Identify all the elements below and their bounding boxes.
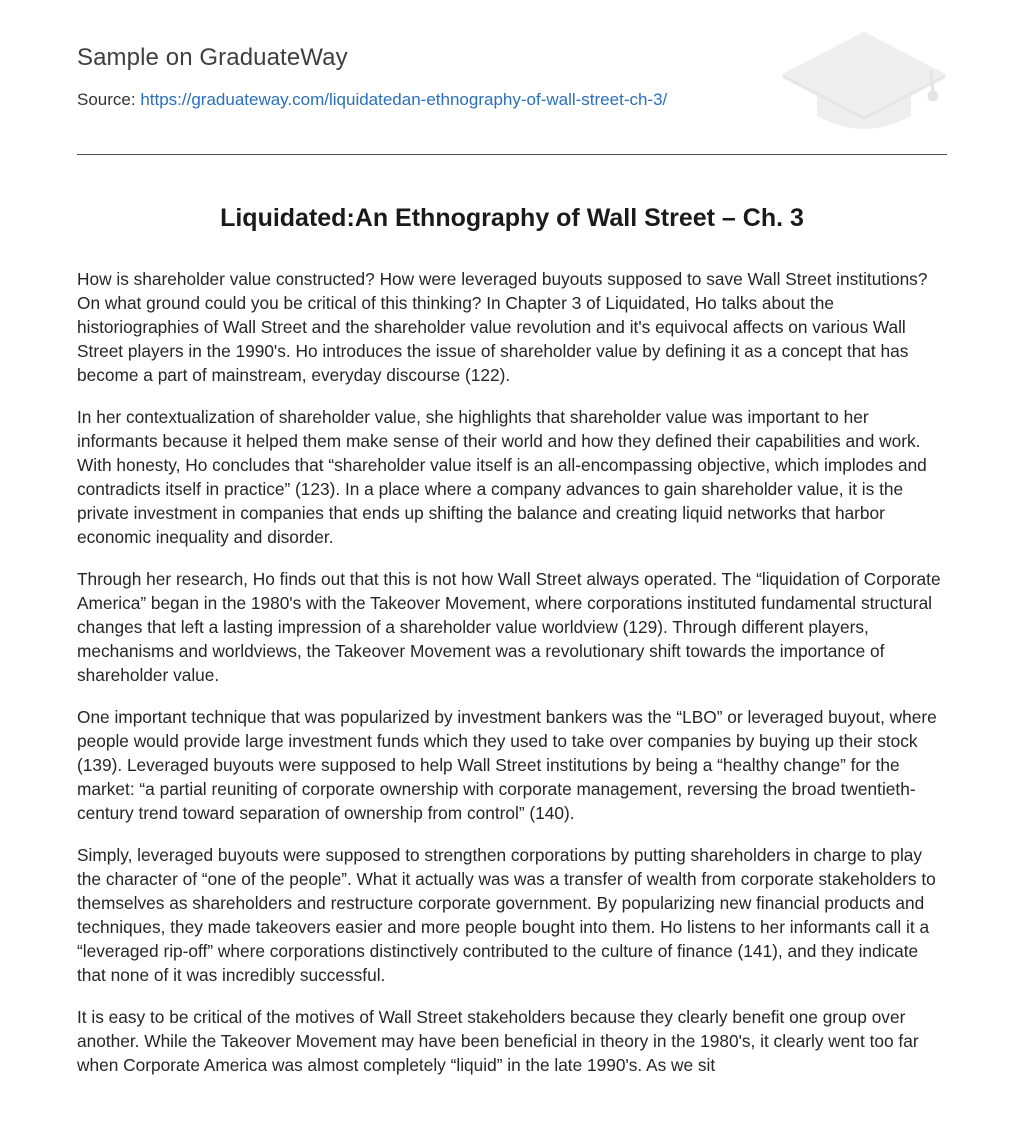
document-body xyxy=(77,267,947,1095)
source-link[interactable]: https://graduateway.com/liquidatedan-ethnography-of-wall-street-ch-3/ xyxy=(140,90,668,109)
document-title: Liquidated:An Ethnography of Wall Street – Ch. 3 xyxy=(220,204,804,232)
page xyxy=(77,0,947,1075)
paragraph: Simply, leveraged buyouts were supposed to strengthen corporations by putting shareholders in charge to play the character of “one of the people”. What it actually was was a transfer of wealth from corporate stakeholders to themselves as shareholders and restructure corporate government. By popularizing new financial products and techniques, they made takeovers easier and more people bought into them. Ho listens to her informants call it a “leveraged rip-off” where corporations distinctively contributed to the culture of finance (141), and they indicate that none of it was incredibly successful. xyxy=(77,845,936,985)
site-title: Sample on GraduateWay xyxy=(77,44,348,71)
paragraph: Through her research, Ho finds out that this is not how Wall Street always operated. The “liquidation of Corporate America” began in the 1980's with the Takeover Movement, where corporations instituted fundamental structural changes that left a lasting impression of a shareholder value worldview (129). Through different players, mechanisms and worldviews, the Takeover Movement was a revolutionary shift towards the importance of shareholder value. xyxy=(77,569,941,685)
source-label: Source: xyxy=(77,90,141,109)
header-divider xyxy=(77,154,947,155)
paragraph: It is easy to be critical of the motives of Wall Street stakeholders because they clearly benefit one group over another. While the Takeover Movement may have been beneficial in theory in the 1980's, it clearly went too far when Corporate America was almost completely “liquid” in the late 1990's. As we sit xyxy=(77,1007,919,1075)
paragraph: In her contextualization of shareholder value, she highlights that shareholder value was important to her informants because it helped them make sense of their world and how they defined their capabilities and work. With honesty, Ho concludes that “shareholder value itself is an all-encompassing objective, which implodes and contradicts itself in practice” (123). In a place where a company advances to gain shareholder value, it is the private investment in companies that ends up shifting the balance and creating liquid networks that harbor economic inequality and disorder. xyxy=(77,407,927,547)
graduation-cap-icon xyxy=(781,30,947,134)
paragraph: One important technique that was popularized by investment bankers was the “LBO” or leveraged buyout, where people would provide large investment funds which they used to take over companies by buying up their stock (139). Leveraged buyouts were supposed to help Wall Street institutions by being a “healthy change” for the market: “a partial reuniting of corporate ownership with corporate management, reversing the broad twentieth-century trend toward separation of ownership from control” (140). xyxy=(77,707,937,823)
paragraph: How is shareholder value constructed? How were leveraged buyouts supposed to save Wall Street institutions? On what ground could you be critical of this thinking? In Chapter 3 of Liquidated, Ho talks about the historiographies of Wall Street and the shareholder value revolution and it's equivocal affects on various Wall Street players in the 1990's. Ho introduces the issue of shareholder value by defining it as a concept that has become a part of mainstream, everyday discourse (122). xyxy=(77,269,928,385)
source-line xyxy=(77,90,667,110)
header xyxy=(77,0,947,156)
